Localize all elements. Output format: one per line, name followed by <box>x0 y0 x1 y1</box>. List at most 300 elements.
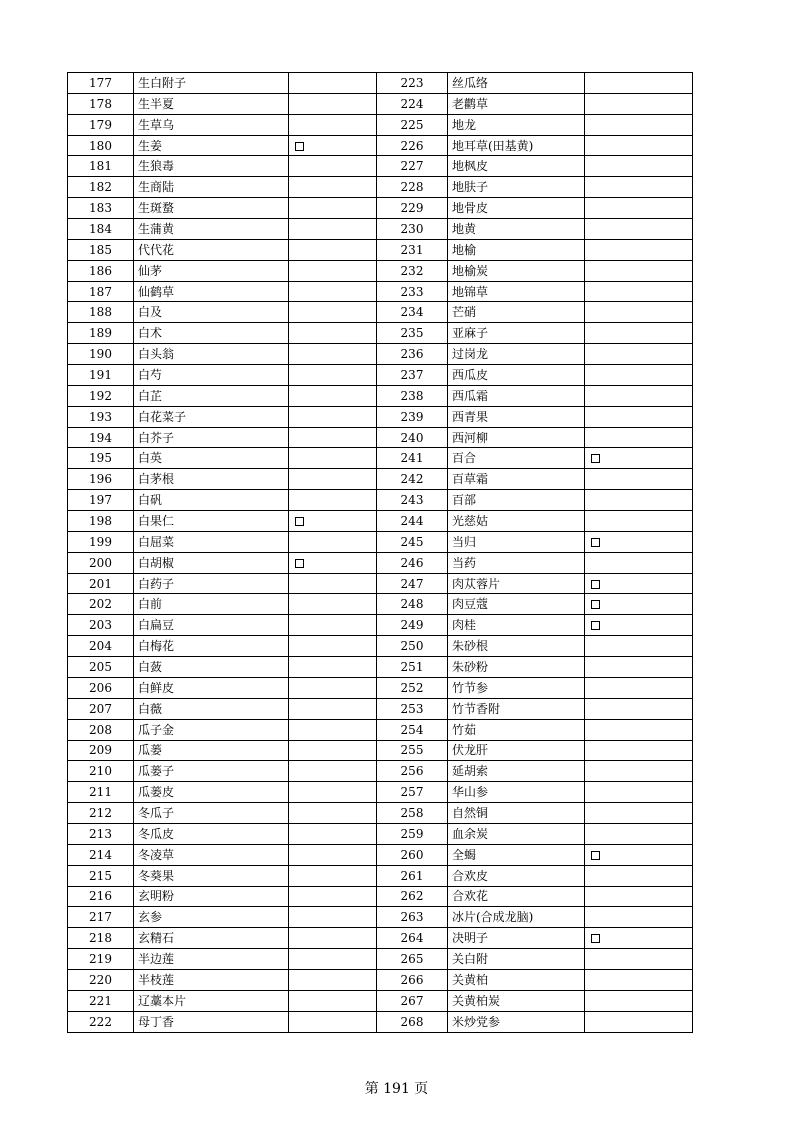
row-number-left: 182 <box>68 177 134 198</box>
checkbox-cell-right <box>585 344 693 365</box>
herb-name-left: 白药子 <box>134 573 289 594</box>
row-number-right: 241 <box>377 448 448 469</box>
checkbox-cell-right <box>585 73 693 94</box>
herb-name-left: 生蒲黄 <box>134 219 289 240</box>
herb-name-left: 代代花 <box>134 239 289 260</box>
checkbox-cell-left <box>289 135 377 156</box>
row-number-right: 231 <box>377 239 448 260</box>
checkbox-cell-left <box>289 865 377 886</box>
table-row <box>68 156 693 177</box>
table-row <box>68 1011 693 1032</box>
checkbox-cell-left <box>289 239 377 260</box>
herb-name-left: 仙鹤草 <box>134 281 289 302</box>
checkbox-cell-right <box>585 385 693 406</box>
row-number-right: 247 <box>377 573 448 594</box>
herb-name-right: 老鹳草 <box>448 93 585 114</box>
checkbox-icon <box>295 559 304 568</box>
checkbox-cell-right <box>585 302 693 323</box>
row-number-left: 183 <box>68 198 134 219</box>
herb-name-right: 合欢花 <box>448 886 585 907</box>
checkbox-cell-left <box>289 844 377 865</box>
herb-name-left: 生草乌 <box>134 114 289 135</box>
herb-name-right: 米炒党参 <box>448 1011 585 1032</box>
row-number-left: 180 <box>68 135 134 156</box>
row-number-right: 265 <box>377 949 448 970</box>
row-number-right: 249 <box>377 615 448 636</box>
row-number-right: 258 <box>377 803 448 824</box>
checkbox-cell-right <box>585 177 693 198</box>
row-number-left: 192 <box>68 385 134 406</box>
row-number-left: 181 <box>68 156 134 177</box>
row-number-right: 251 <box>377 657 448 678</box>
checkbox-cell-right <box>585 490 693 511</box>
row-number-left: 195 <box>68 448 134 469</box>
checkbox-icon <box>591 621 600 630</box>
row-number-right: 239 <box>377 406 448 427</box>
herb-name-left: 冬凌草 <box>134 844 289 865</box>
herb-name-right: 百草霜 <box>448 469 585 490</box>
herb-name-right: 自然铜 <box>448 803 585 824</box>
herb-name-right: 地榆 <box>448 239 585 260</box>
herb-name-right: 冰片(合成龙脑) <box>448 907 585 928</box>
herb-name-right: 肉豆蔻 <box>448 594 585 615</box>
checkbox-cell-left <box>289 969 377 990</box>
row-number-left: 196 <box>68 469 134 490</box>
herb-name-right: 全蝎 <box>448 844 585 865</box>
row-number-left: 201 <box>68 573 134 594</box>
checkbox-cell-right <box>585 114 693 135</box>
row-number-left: 191 <box>68 365 134 386</box>
table-row <box>68 344 693 365</box>
table-row <box>68 949 693 970</box>
table-row <box>68 677 693 698</box>
herb-name-left: 白薇 <box>134 698 289 719</box>
table-row <box>68 844 693 865</box>
row-number-left: 198 <box>68 511 134 532</box>
row-number-left: 208 <box>68 719 134 740</box>
table-row <box>68 531 693 552</box>
row-number-right: 260 <box>377 844 448 865</box>
table-row <box>68 490 693 511</box>
herb-name-left: 白屈菜 <box>134 531 289 552</box>
checkbox-icon <box>295 517 304 526</box>
checkbox-cell-left <box>289 73 377 94</box>
herb-name-left: 生商陆 <box>134 177 289 198</box>
checkbox-cell-right <box>585 198 693 219</box>
herb-name-left: 冬瓜皮 <box>134 823 289 844</box>
table-row <box>68 239 693 260</box>
checkbox-cell-left <box>289 719 377 740</box>
checkbox-cell-left <box>289 552 377 573</box>
herb-name-right: 延胡索 <box>448 761 585 782</box>
row-number-right: 256 <box>377 761 448 782</box>
herb-name-left: 半枝莲 <box>134 969 289 990</box>
row-number-left: 179 <box>68 114 134 135</box>
table-row <box>68 198 693 219</box>
table-row <box>68 93 693 114</box>
checkbox-cell-left <box>289 740 377 761</box>
row-number-right: 237 <box>377 365 448 386</box>
row-number-left: 194 <box>68 427 134 448</box>
checkbox-cell-left <box>289 594 377 615</box>
row-number-right: 254 <box>377 719 448 740</box>
herb-name-right: 西青果 <box>448 406 585 427</box>
row-number-right: 267 <box>377 990 448 1011</box>
row-number-right: 257 <box>377 782 448 803</box>
row-number-right: 243 <box>377 490 448 511</box>
herb-name-right: 西河柳 <box>448 427 585 448</box>
page-number: 第 191 页 <box>364 1081 429 1097</box>
checkbox-cell-right <box>585 803 693 824</box>
checkbox-cell-right <box>585 886 693 907</box>
row-number-left: 218 <box>68 928 134 949</box>
table-row <box>68 552 693 573</box>
table-row <box>68 594 693 615</box>
row-number-left: 222 <box>68 1011 134 1032</box>
row-number-left: 220 <box>68 969 134 990</box>
table-row <box>68 281 693 302</box>
table-row <box>68 698 693 719</box>
checkbox-cell-left <box>289 907 377 928</box>
herb-name-left: 玄参 <box>134 907 289 928</box>
checkbox-cell-left <box>289 782 377 803</box>
checkbox-cell-left <box>289 260 377 281</box>
row-number-left: 217 <box>68 907 134 928</box>
herb-name-left: 白英 <box>134 448 289 469</box>
herb-name-right: 决明子 <box>448 928 585 949</box>
row-number-right: 226 <box>377 135 448 156</box>
herb-name-right: 地锦草 <box>448 281 585 302</box>
checkbox-cell-right <box>585 990 693 1011</box>
table-row <box>68 928 693 949</box>
herb-name-right: 地肤子 <box>448 177 585 198</box>
checkbox-cell-left <box>289 448 377 469</box>
herb-name-left: 瓜子金 <box>134 719 289 740</box>
checkbox-cell-left <box>289 93 377 114</box>
row-number-right: 236 <box>377 344 448 365</box>
checkbox-cell-left <box>289 281 377 302</box>
herb-name-right: 当归 <box>448 531 585 552</box>
herb-name-left: 冬瓜子 <box>134 803 289 824</box>
checkbox-cell-left <box>289 385 377 406</box>
herb-name-left: 白芥子 <box>134 427 289 448</box>
checkbox-cell-right <box>585 469 693 490</box>
row-number-right: 268 <box>377 1011 448 1032</box>
herb-name-left: 半边莲 <box>134 949 289 970</box>
row-number-left: 200 <box>68 552 134 573</box>
herb-name-right: 肉苁蓉片 <box>448 573 585 594</box>
row-number-left: 197 <box>68 490 134 511</box>
herb-name-right: 地骨皮 <box>448 198 585 219</box>
checkbox-cell-right <box>585 636 693 657</box>
row-number-right: 261 <box>377 865 448 886</box>
herb-name-right: 肉桂 <box>448 615 585 636</box>
checkbox-cell-left <box>289 511 377 532</box>
herb-name-right: 百部 <box>448 490 585 511</box>
herb-name-left: 白果仁 <box>134 511 289 532</box>
checkbox-cell-left <box>289 219 377 240</box>
checkbox-cell-left <box>289 177 377 198</box>
row-number-left: 207 <box>68 698 134 719</box>
checkbox-cell-left <box>289 677 377 698</box>
checkbox-cell-right <box>585 907 693 928</box>
table-row <box>68 114 693 135</box>
herb-name-left: 仙茅 <box>134 260 289 281</box>
row-number-right: 248 <box>377 594 448 615</box>
table-row <box>68 177 693 198</box>
herb-name-right: 地龙 <box>448 114 585 135</box>
herb-name-right: 关黄柏炭 <box>448 990 585 1011</box>
row-number-right: 225 <box>377 114 448 135</box>
row-number-right: 230 <box>377 219 448 240</box>
checkbox-cell-left <box>289 156 377 177</box>
herb-name-left: 生姜 <box>134 135 289 156</box>
herb-name-left: 白蔹 <box>134 657 289 678</box>
checkbox-cell-left <box>289 490 377 511</box>
checkbox-cell-left <box>289 636 377 657</box>
row-number-left: 219 <box>68 949 134 970</box>
herb-name-right: 地黄 <box>448 219 585 240</box>
checkbox-icon <box>591 580 600 589</box>
table-row <box>68 427 693 448</box>
checkbox-cell-left <box>289 427 377 448</box>
herb-name-right: 关白附 <box>448 949 585 970</box>
checkbox-cell-left <box>289 531 377 552</box>
checkbox-cell-right <box>585 448 693 469</box>
herb-name-left: 白及 <box>134 302 289 323</box>
herb-name-right: 竹茹 <box>448 719 585 740</box>
herb-name-left: 生斑蝥 <box>134 198 289 219</box>
herb-name-left: 玄精石 <box>134 928 289 949</box>
checkbox-cell-right <box>585 219 693 240</box>
checkbox-cell-left <box>289 323 377 344</box>
herb-name-right: 当药 <box>448 552 585 573</box>
checkbox-cell-right <box>585 969 693 990</box>
checkbox-cell-left <box>289 406 377 427</box>
row-number-left: 190 <box>68 344 134 365</box>
checkbox-cell-left <box>289 365 377 386</box>
table-row <box>68 740 693 761</box>
row-number-left: 205 <box>68 657 134 678</box>
table-row <box>68 73 693 94</box>
checkbox-cell-left <box>289 114 377 135</box>
row-number-right: 253 <box>377 698 448 719</box>
checkbox-cell-right <box>585 365 693 386</box>
checkbox-cell-right <box>585 844 693 865</box>
herb-name-right: 过岗龙 <box>448 344 585 365</box>
row-number-right: 227 <box>377 156 448 177</box>
checkbox-cell-right <box>585 239 693 260</box>
checkbox-cell-left <box>289 344 377 365</box>
checkbox-cell-right <box>585 594 693 615</box>
table-row <box>68 365 693 386</box>
checkbox-cell-right <box>585 928 693 949</box>
checkbox-cell-left <box>289 886 377 907</box>
herb-name-right: 竹节参 <box>448 677 585 698</box>
herb-name-right: 竹节香附 <box>448 698 585 719</box>
herb-name-right: 亚麻子 <box>448 323 585 344</box>
row-number-left: 206 <box>68 677 134 698</box>
row-number-left: 187 <box>68 281 134 302</box>
checkbox-cell-left <box>289 469 377 490</box>
checkbox-icon <box>295 142 304 151</box>
checkbox-cell-left <box>289 615 377 636</box>
herb-name-right: 血余炭 <box>448 823 585 844</box>
checkbox-cell-left <box>289 573 377 594</box>
checkbox-cell-right <box>585 406 693 427</box>
checkbox-cell-right <box>585 135 693 156</box>
row-number-right: 264 <box>377 928 448 949</box>
herb-name-right: 光慈姑 <box>448 511 585 532</box>
row-number-right: 242 <box>377 469 448 490</box>
row-number-left: 193 <box>68 406 134 427</box>
row-number-left: 216 <box>68 886 134 907</box>
checkbox-cell-right <box>585 323 693 344</box>
checkbox-cell-right <box>585 657 693 678</box>
checkbox-cell-right <box>585 531 693 552</box>
row-number-right: 255 <box>377 740 448 761</box>
checkbox-cell-right <box>585 281 693 302</box>
row-number-left: 177 <box>68 73 134 94</box>
table-row <box>68 990 693 1011</box>
row-number-right: 266 <box>377 969 448 990</box>
table-row <box>68 865 693 886</box>
table-row <box>68 511 693 532</box>
row-number-left: 204 <box>68 636 134 657</box>
herb-name-right: 地枫皮 <box>448 156 585 177</box>
herb-name-left: 白头翁 <box>134 344 289 365</box>
herb-name-right: 朱砂根 <box>448 636 585 657</box>
herb-name-left: 白花菜子 <box>134 406 289 427</box>
row-number-right: 223 <box>377 73 448 94</box>
herb-name-right: 华山参 <box>448 782 585 803</box>
herb-name-left: 生狼毒 <box>134 156 289 177</box>
row-number-left: 211 <box>68 782 134 803</box>
table-row <box>68 803 693 824</box>
herb-name-left: 母丁香 <box>134 1011 289 1032</box>
checkbox-icon <box>591 851 600 860</box>
table-row <box>68 907 693 928</box>
herb-name-left: 生白附子 <box>134 73 289 94</box>
table-row <box>68 469 693 490</box>
checkbox-cell-right <box>585 156 693 177</box>
herb-name-left: 白矾 <box>134 490 289 511</box>
row-number-left: 209 <box>68 740 134 761</box>
row-number-right: 233 <box>377 281 448 302</box>
checkbox-cell-right <box>585 698 693 719</box>
checkbox-cell-right <box>585 949 693 970</box>
herb-name-right: 百合 <box>448 448 585 469</box>
checkbox-cell-right <box>585 573 693 594</box>
checkbox-cell-right <box>585 782 693 803</box>
herb-name-left: 白术 <box>134 323 289 344</box>
herb-name-left: 瓜蒌子 <box>134 761 289 782</box>
table-row <box>68 323 693 344</box>
checkbox-cell-right <box>585 615 693 636</box>
row-number-right: 224 <box>377 93 448 114</box>
row-number-left: 189 <box>68 323 134 344</box>
table-row <box>68 636 693 657</box>
row-number-right: 245 <box>377 531 448 552</box>
checkbox-cell-right <box>585 677 693 698</box>
row-number-right: 259 <box>377 823 448 844</box>
row-number-left: 214 <box>68 844 134 865</box>
herb-list-table <box>67 72 693 1033</box>
row-number-left: 215 <box>68 865 134 886</box>
herb-name-left: 白前 <box>134 594 289 615</box>
table-row <box>68 385 693 406</box>
row-number-right: 234 <box>377 302 448 323</box>
herb-name-left: 白芷 <box>134 385 289 406</box>
herb-name-left: 白胡椒 <box>134 552 289 573</box>
table-row <box>68 761 693 782</box>
herb-name-left: 冬葵果 <box>134 865 289 886</box>
table-row <box>68 573 693 594</box>
row-number-right: 238 <box>377 385 448 406</box>
herb-name-right: 地耳草(田基黄) <box>448 135 585 156</box>
row-number-right: 232 <box>377 260 448 281</box>
row-number-right: 252 <box>377 677 448 698</box>
checkbox-cell-left <box>289 949 377 970</box>
herb-name-right: 芒硝 <box>448 302 585 323</box>
row-number-left: 185 <box>68 239 134 260</box>
herb-name-right: 关黄柏 <box>448 969 585 990</box>
checkbox-cell-right <box>585 740 693 761</box>
row-number-right: 246 <box>377 552 448 573</box>
herb-name-left: 瓜蒌皮 <box>134 782 289 803</box>
checkbox-cell-right <box>585 823 693 844</box>
checkbox-cell-left <box>289 657 377 678</box>
checkbox-cell-right <box>585 511 693 532</box>
table-row <box>68 260 693 281</box>
herb-name-right: 朱砂粉 <box>448 657 585 678</box>
row-number-right: 244 <box>377 511 448 532</box>
checkbox-icon <box>591 600 600 609</box>
herb-name-left: 玄明粉 <box>134 886 289 907</box>
row-number-right: 262 <box>377 886 448 907</box>
row-number-right: 229 <box>377 198 448 219</box>
row-number-left: 202 <box>68 594 134 615</box>
herb-name-right: 伏龙肝 <box>448 740 585 761</box>
checkbox-cell-right <box>585 93 693 114</box>
checkbox-cell-right <box>585 1011 693 1032</box>
table-row <box>68 969 693 990</box>
herb-name-left: 白梅花 <box>134 636 289 657</box>
herb-name-right: 西瓜霜 <box>448 385 585 406</box>
herb-name-right: 合欢皮 <box>448 865 585 886</box>
herb-name-left: 白扁豆 <box>134 615 289 636</box>
checkbox-cell-left <box>289 302 377 323</box>
checkbox-cell-left <box>289 803 377 824</box>
table-body <box>68 73 693 1033</box>
herb-name-left: 瓜蒌 <box>134 740 289 761</box>
row-number-left: 212 <box>68 803 134 824</box>
table-row <box>68 615 693 636</box>
row-number-right: 240 <box>377 427 448 448</box>
table-row <box>68 823 693 844</box>
checkbox-icon <box>591 454 600 463</box>
row-number-left: 199 <box>68 531 134 552</box>
checkbox-icon <box>591 934 600 943</box>
row-number-left: 203 <box>68 615 134 636</box>
checkbox-icon <box>591 538 600 547</box>
row-number-right: 250 <box>377 636 448 657</box>
checkbox-cell-left <box>289 823 377 844</box>
table-row <box>68 406 693 427</box>
herb-name-right: 西瓜皮 <box>448 365 585 386</box>
table-row <box>68 657 693 678</box>
checkbox-cell-left <box>289 698 377 719</box>
